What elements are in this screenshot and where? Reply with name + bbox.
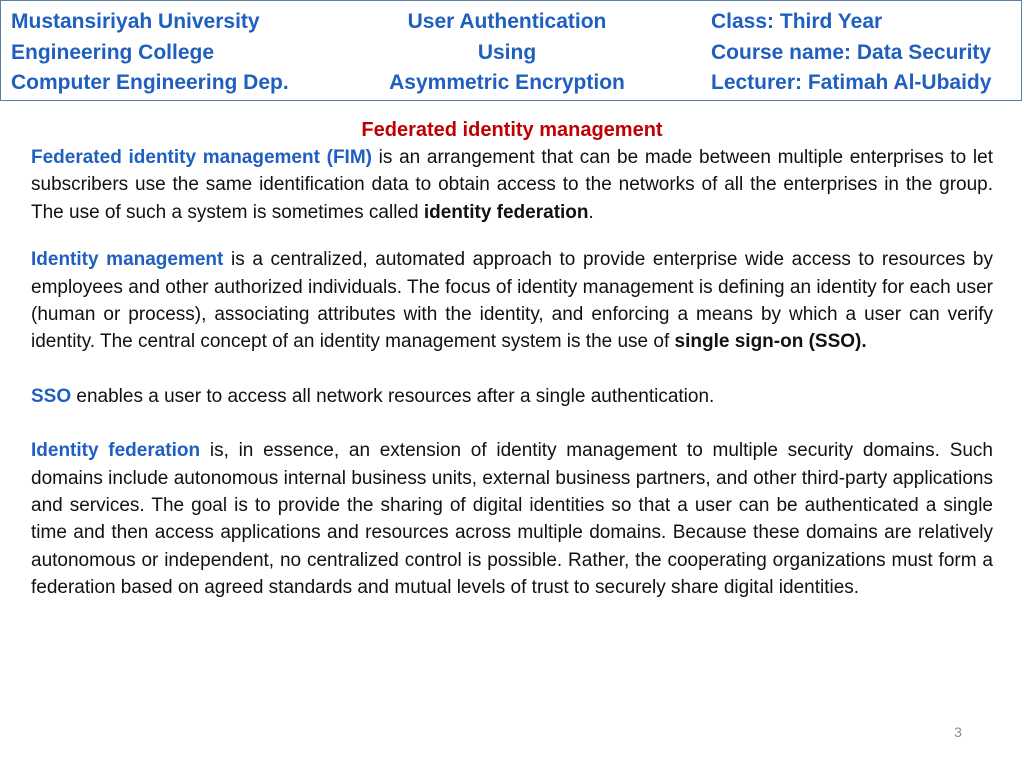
bold-identity-federation: identity federation [423,201,589,223]
paragraph-identity-management [31,246,993,356]
header-college: Engineering College [11,41,215,64]
paragraph-fim [31,144,993,226]
header-topic-line-3: Asymmetric Encryption [389,71,625,94]
header-topic-line-2: Using [477,41,537,64]
paragraph-fim-tail: . [588,201,594,223]
header-course-name: Course name: Data Security [711,41,992,64]
term-fim: Federated identity management (FIM) [31,147,372,168]
header-class: Class: Third Year [711,10,883,33]
header-university: Mustansiriyah University [11,10,260,33]
header-lecturer: Lecturer: Fatimah Al-Ubaidy [711,71,992,94]
term-sso: SSO [31,385,72,407]
paragraph-identity-federation [31,437,993,601]
paragraph-sso [31,383,993,410]
header-department: Computer Engineering Dep. [11,71,289,94]
bold-sso: single sign-on (SSO). [674,331,867,353]
paragraph-fim-text: is an arrangement that can be made between multiple enterprises to let subscribers use the same identification data to obtain access to the networks of all the enterprises in the group. The use of such a system is sometimes called [31,147,993,223]
header-topic-line-1: User Authentication [407,10,607,33]
term-identity-federation: Identity federation [31,440,201,462]
paragraph-identity-management-text: is a centralized, automated approach to provide enterprise wide access to resources by employees and other authorized individuals. The focus of identity management is defining an identity for each user (human or process), associating attributes with the identity, and enforcing a means by which a user can verify identity. The central concept of an identity management system is the use of [31,249,993,353]
paragraph-sso-text: enables a user to access all network resources after a single authentication. [71,385,715,407]
term-identity-management: Identity management [31,249,224,271]
header-box [0,0,1022,101]
page-number: 3 [954,724,962,740]
page-title: Federated identity management [361,119,663,141]
slide-content [31,116,993,602]
paragraph-identity-federation-text: is, in essence, an extension of identity management to multiple security domains. Such domains include autonomous internal business units, external business partners, and other third-party applications and services. The goal is to provide the sharing of digital identities so that a user can be authenticated a single time and then access applications and resources across multiple domains. Because these domains are relatively autonomous or independent, no centralized control is possible. Rather, the cooperating organizations must form a federation based on agreed standards and mutual levels of trust to securely share digital identities. [31,440,993,599]
